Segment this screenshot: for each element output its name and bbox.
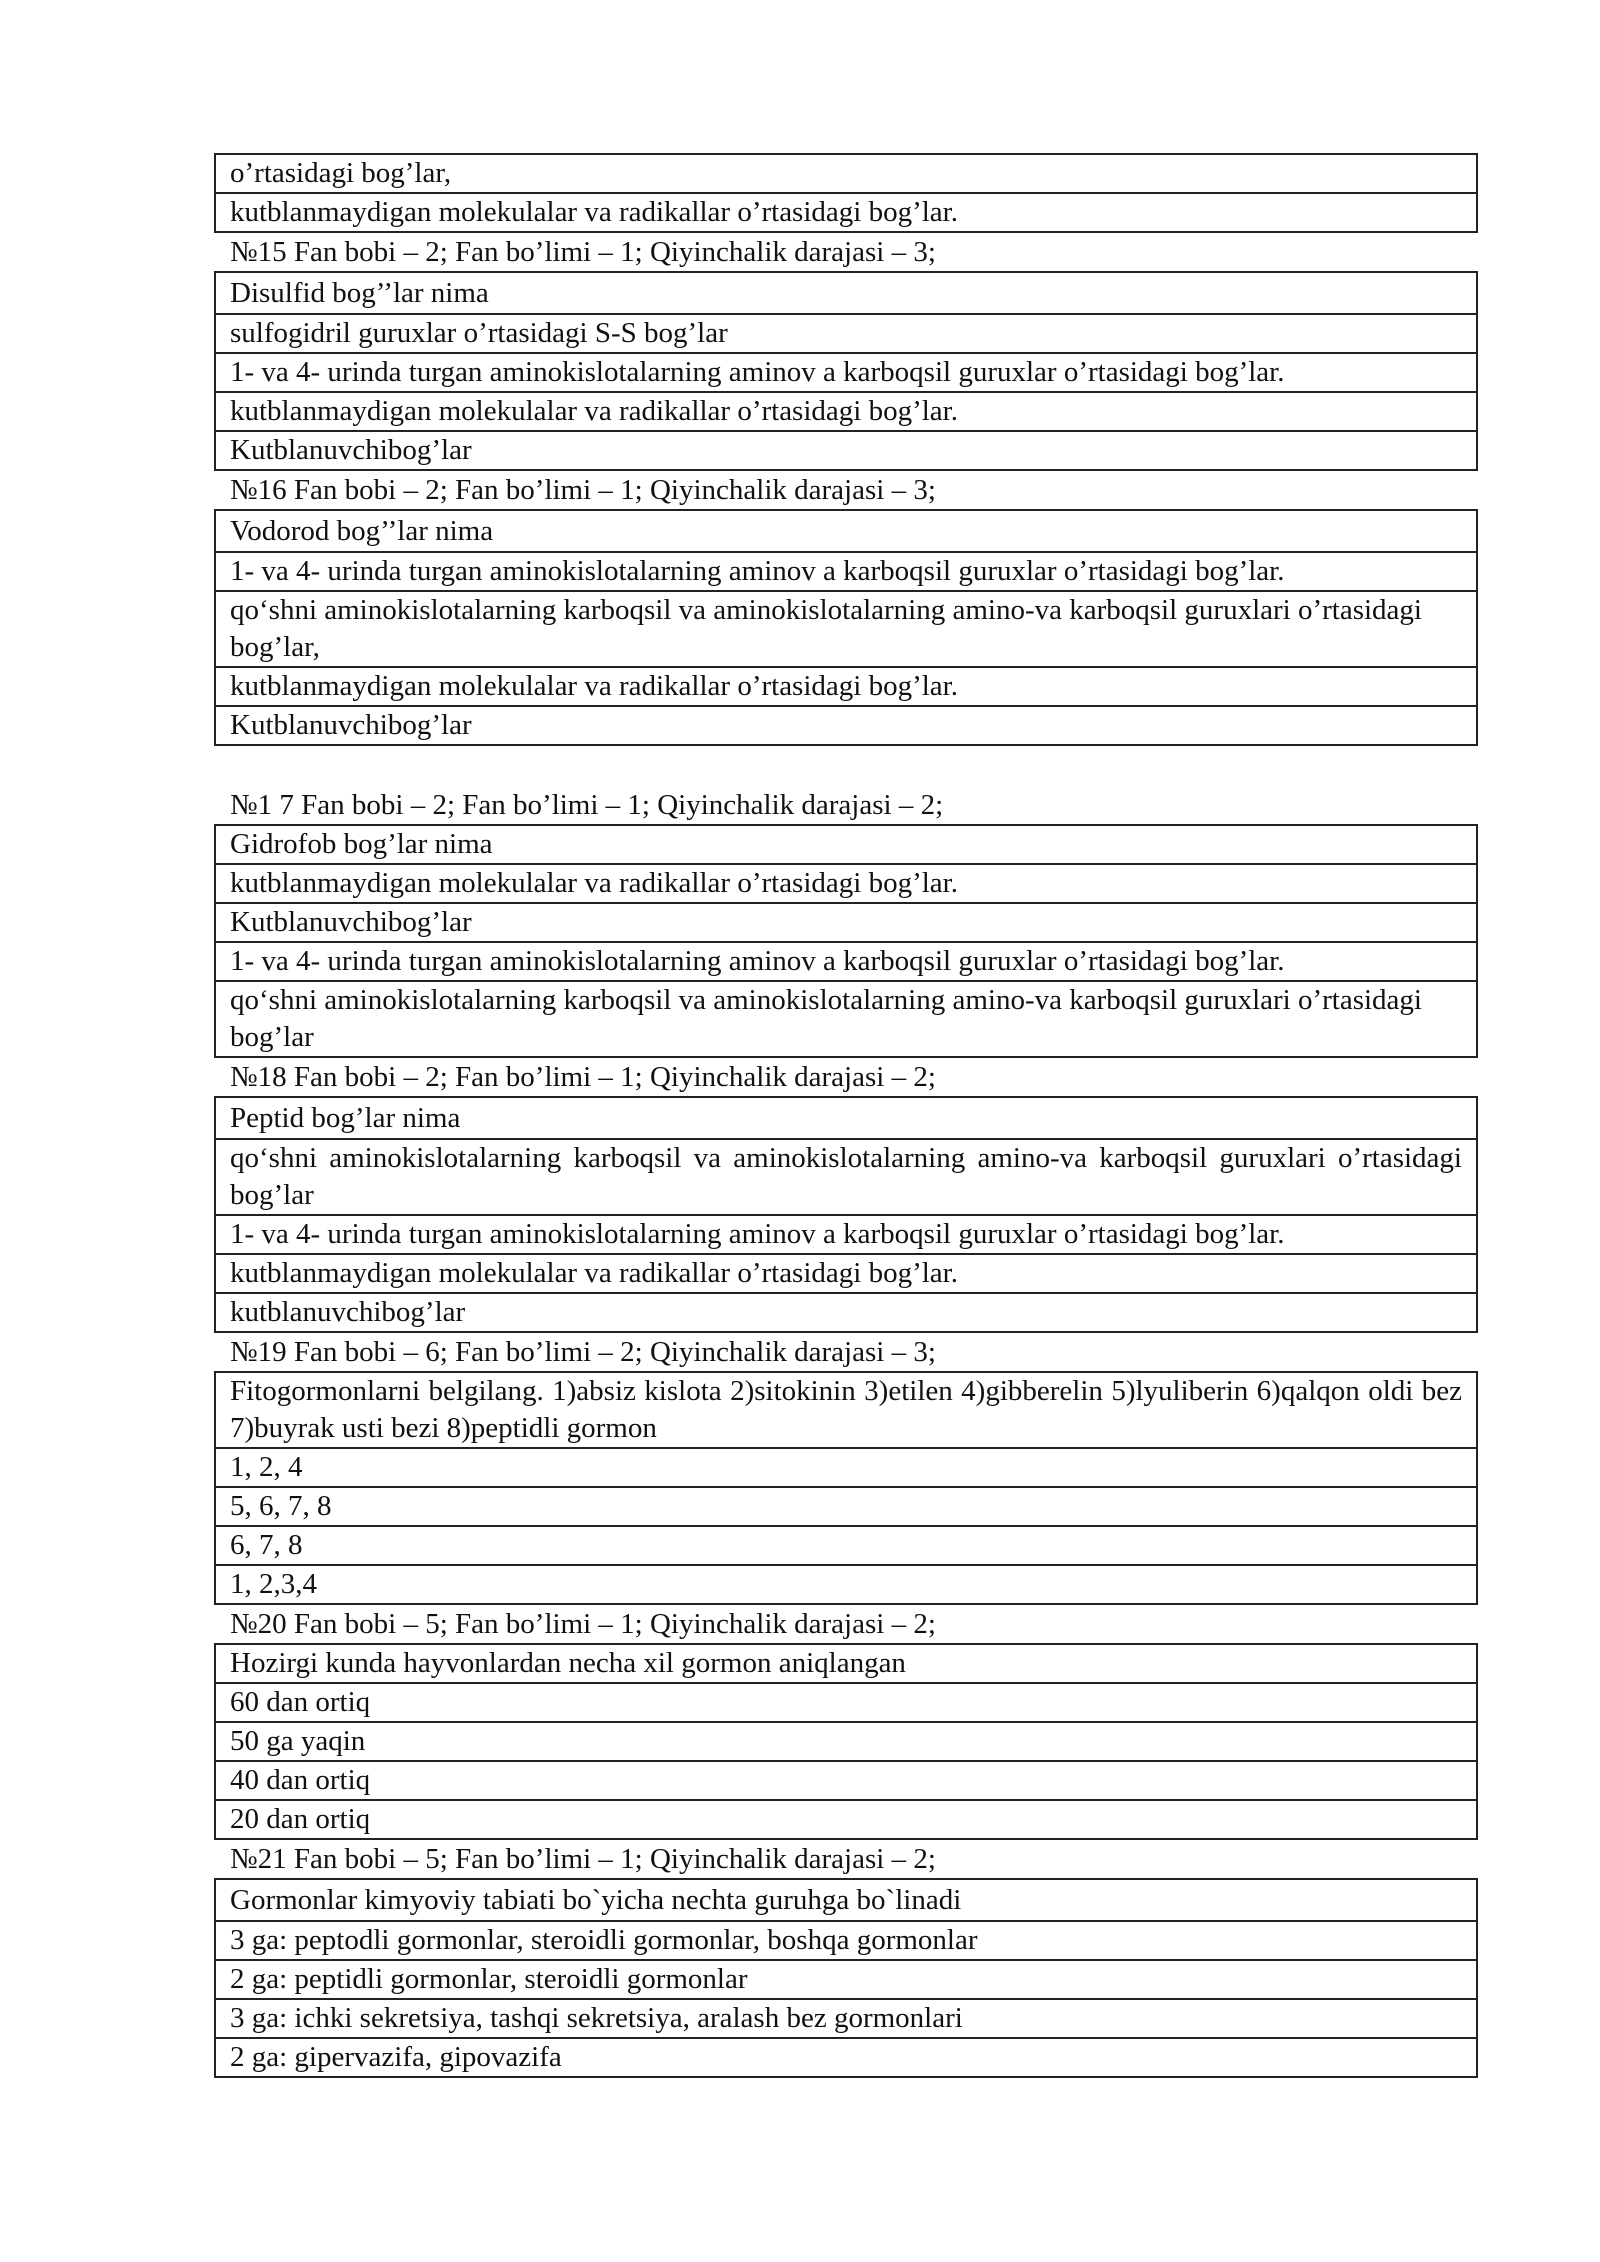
answer-option: qo‘shni aminokislotalarning karboqsil va aminokislotalarning amino-va karboqsil guruxlari o’rtasidagi bog’lar, [215,591,1477,667]
fragment-row: kutblanmaydigan molekulalar va radikallar o’rtasidagi bog’lar. [215,193,1477,232]
answer-option: 1, 2,3,4 [215,1565,1477,1604]
answer-option: 5, 6, 7, 8 [215,1487,1477,1526]
answer-option: kutblanuvchibog’lar [215,1293,1477,1332]
answer-option: Kutblanuvchibog’lar [215,903,1477,942]
answer-option: kutblanmaydigan molekulalar va radikallar o’rtasidagi bog’lar. [215,864,1477,903]
question-table [214,1643,1478,1840]
question-header: №18 Fan bobi – 2; Fan bo’limi – 1; Qiyinchalik darajasi – 2; [230,1061,936,1093]
question-stem: Vodorod bog’’lar nima [215,510,1477,552]
answer-option: Kutblanuvchibog’lar [215,706,1477,745]
answer-option: qo‘shni aminokislotalarning karboqsil va aminokislotalarning amino-va karboqsil guruxlari o’rtasidagi bog’lar [215,1139,1477,1215]
answer-option: 3 ga: ichki sekretsiya, tashqi sekretsiya, aralash bez gormonlari [215,1999,1477,2038]
answer-option: 1- va 4- urinda turgan aminokislotalarning aminov a karboqsil guruxlar o’rtasidagi bog’lar. [215,942,1477,981]
answer-option: 1- va 4- urinda turgan aminokislotalarning aminov a karboqsil guruxlar o’rtasidagi bog’lar. [215,1215,1477,1254]
question-table [214,824,1478,1058]
fragment-table [214,153,1478,233]
question-header: №15 Fan bobi – 2; Fan bo’limi – 1; Qiyinchalik darajasi – 3; [230,236,936,268]
answer-option: 60 dan ortiq [215,1683,1477,1722]
answer-option: 3 ga: peptodli gormonlar, steroidli gormonlar, boshqa gormonlar [215,1921,1477,1960]
document-body [214,153,1478,2078]
question-header: №1 7 Fan bobi – 2; Fan bo’limi – 1; Qiyinchalik darajasi – 2; [230,789,944,821]
answer-option: 1, 2, 4 [215,1448,1477,1487]
answer-option: 1- va 4- urinda turgan aminokislotalarning aminov a karboqsil guruxlar o’rtasidagi bog’lar. [215,353,1477,392]
answer-option: Kutblanuvchibog’lar [215,431,1477,470]
answer-option: sulfogidril guruxlar o’rtasidagi S-S bog’lar [215,314,1477,353]
question-header: №21 Fan bobi – 5; Fan bo’limi – 1; Qiyinchalik darajasi – 2; [230,1843,936,1875]
question-table [214,1096,1478,1333]
question-table [214,1371,1478,1605]
answer-option: 2 ga: peptidli gormonlar, steroidli gormonlar [215,1960,1477,1999]
question-table [214,271,1478,471]
question-header: №20 Fan bobi – 5; Fan bo’limi – 1; Qiyinchalik darajasi – 2; [230,1608,936,1640]
question-table [214,509,1478,746]
question-header: №16 Fan bobi – 2; Fan bo’limi – 1; Qiyinchalik darajasi – 3; [230,474,936,506]
question-stem: Gormonlar kimyoviy tabiati bo`yicha nechta guruhga bo`linadi [215,1879,1477,1921]
answer-option: 20 dan ortiq [215,1800,1477,1839]
answer-option: qo‘shni aminokislotalarning karboqsil va aminokislotalarning amino-va karboqsil guruxlari o’rtasidagi bog’lar [215,981,1477,1057]
question-table [214,1878,1478,2078]
answer-option: 2 ga: gipervazifa, gipovazifa [215,2038,1477,2077]
answer-option: kutblanmaydigan molekulalar va radikallar o’rtasidagi bog’lar. [215,667,1477,706]
question-stem: Peptid bog’lar nima [215,1097,1477,1139]
answer-option: kutblanmaydigan molekulalar va radikallar o’rtasidagi bog’lar. [215,392,1477,431]
answer-option: 1- va 4- urinda turgan aminokislotalarning aminov a karboqsil guruxlar o’rtasidagi bog’lar. [215,552,1477,591]
fragment-row: o’rtasidagi bog’lar, [215,154,1477,193]
question-stem: Hozirgi kunda hayvonlardan necha xil gormon aniqlangan [215,1644,1477,1683]
question-header: №19 Fan bobi – 6; Fan bo’limi – 2; Qiyinchalik darajasi – 3; [230,1336,936,1368]
answer-option: 50 ga yaqin [215,1722,1477,1761]
question-stem: Fitogormonlarni belgilang. 1)absiz kislota 2)sitokinin 3)etilen 4)gibberelin 5)lyuliberin 6)qalqon oldi bez 7)buyrak usti bezi 8)peptidli gormon [215,1372,1477,1448]
answer-option: 6, 7, 8 [215,1526,1477,1565]
answer-option: kutblanmaydigan molekulalar va radikallar o’rtasidagi bog’lar. [215,1254,1477,1293]
question-stem: Gidrofob bog’lar nima [215,825,1477,864]
question-stem: Disulfid bog’’lar nima [215,272,1477,314]
answer-option: 40 dan ortiq [215,1761,1477,1800]
